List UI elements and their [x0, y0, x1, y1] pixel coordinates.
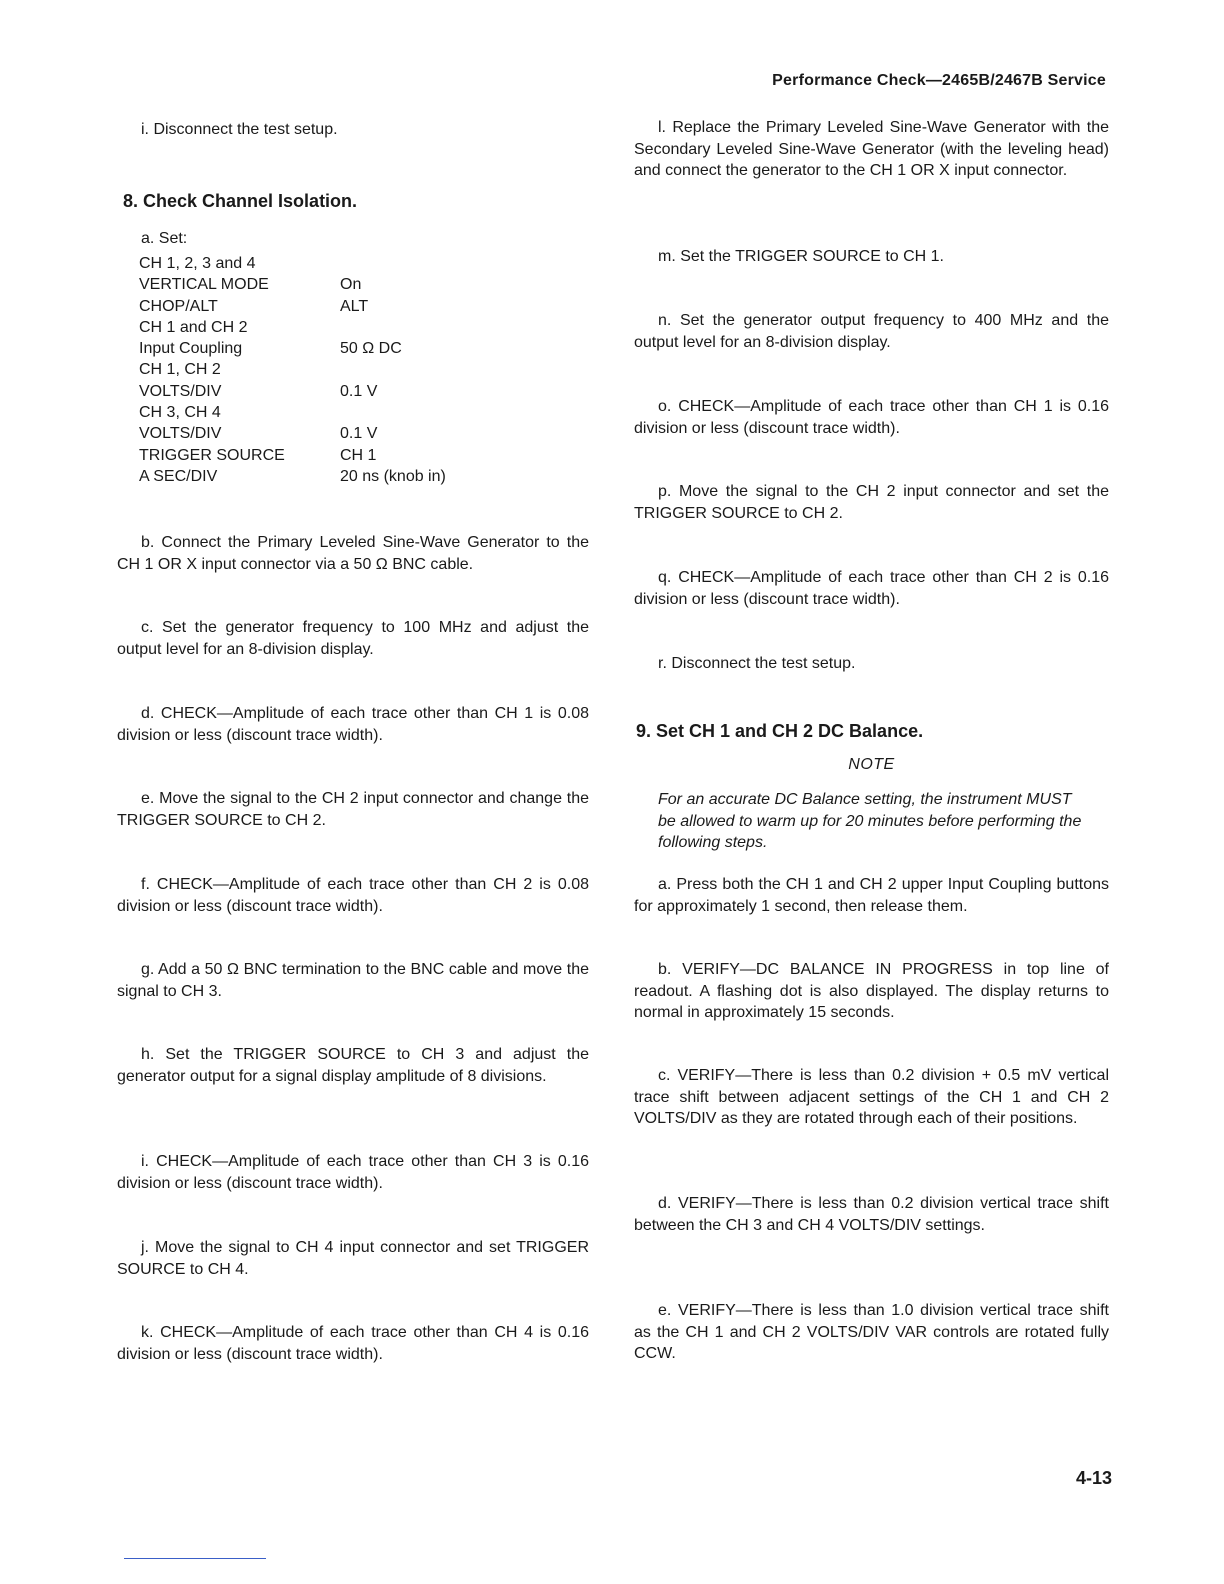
step-l: l. Replace the Primary Leveled Sine-Wave Generator with the Secondary Leveled Sine-Wave Generator (with the leveling head) and connect the generator to the CH 1 OR X input connector. — [634, 119, 1109, 179]
step-q: q. CHECK—Amplitude of each trace other than CH 2 is 0.16 division or less (discount trace width). — [634, 569, 1109, 608]
setting-control-name: VOLTS/DIV — [139, 425, 222, 443]
step-a-set: a. Set: — [141, 230, 188, 247]
setting-control-name: CH 3, CH 4 — [139, 404, 221, 422]
setting-value: 20 ns (knob in) — [340, 467, 446, 485]
settings-table — [139, 253, 446, 487]
step-e: e. Move the signal to the CH 2 input connector and change the TRIGGER SOURCE to CH 2. — [117, 790, 589, 829]
page-number: 4-13 — [1075, 1468, 1112, 1488]
settings-row — [139, 445, 446, 466]
footer-rule — [124, 1558, 266, 1559]
settings-row — [139, 402, 446, 423]
setting-control-name: CH 1, 2, 3 and 4 — [139, 255, 256, 272]
step-9d: d. VERIFY—There is less than 0.2 division vertical trace shift between the CH 3 and CH 4 VOLTS/DIV settings. — [634, 1195, 1109, 1234]
step-i: i. CHECK—Amplitude of each trace other than CH 3 is 0.16 division or less (discount trace width). — [117, 1153, 589, 1192]
settings-row — [139, 274, 446, 295]
settings-row — [139, 317, 446, 338]
settings-row — [139, 466, 446, 487]
step-9a: a. Press both the CH 1 and CH 2 upper Input Coupling buttons for approximately 1 second, then release them. — [634, 876, 1109, 915]
step-j: j. Move the signal to CH 4 input connector and set TRIGGER SOURCE to CH 4. — [117, 1239, 589, 1278]
step-o: o. CHECK—Amplitude of each trace other than CH 1 is 0.16 division or less (discount trace width). — [634, 398, 1109, 437]
setting-value: 0.1 V — [340, 425, 378, 443]
setting-control-name: VOLTS/DIV — [139, 382, 222, 400]
step-p: p. Move the signal to the CH 2 input connector and set the TRIGGER SOURCE to CH 2. — [634, 483, 1109, 522]
setting-control-name: TRIGGER SOURCE — [139, 446, 285, 464]
settings-row — [139, 381, 446, 402]
setting-value: ALT — [340, 297, 369, 315]
step-9b: b. VERIFY—DC BALANCE IN PROGRESS in top line of readout. A flashing dot is also displayed. The display returns to normal in approximately 15 seconds. — [634, 961, 1109, 1021]
settings-row — [139, 423, 446, 444]
step-r: r. Disconnect the test setup. — [658, 655, 856, 672]
setting-value — [340, 402, 446, 423]
setting-value: 50 Ω DC — [340, 340, 402, 358]
section-8-heading: 8. Check Channel Isolation. — [123, 191, 358, 211]
setting-control-name: Input Coupling — [139, 340, 243, 358]
setting-control-name: VERTICAL MODE — [139, 276, 269, 294]
setting-value — [340, 359, 446, 380]
step-f: f. CHECK—Amplitude of each trace other than CH 2 is 0.08 division or less (discount trace width). — [117, 876, 589, 915]
step-9c: c. VERIFY—There is less than 0.2 division + 0.5 mV vertical trace shift between adjacent settings of the CH 1 and CH 2 VOLTS/DIV as they are rotated through each of their positions. — [634, 1067, 1109, 1127]
settings-row — [139, 253, 446, 274]
setting-control-name: A SEC/DIV — [139, 467, 218, 485]
setting-value — [340, 253, 446, 274]
step-n: n. Set the generator output frequency to 400 MHz and the output level for an 8-division display. — [634, 312, 1109, 351]
step-i-disconnect: i. Disconnect the test setup. — [141, 121, 338, 138]
setting-value: CH 1 — [340, 446, 377, 464]
setting-value — [340, 317, 446, 338]
setting-control-name: CH 1 and CH 2 — [139, 318, 248, 336]
step-b: b. Connect the Primary Leveled Sine-Wave Generator to the CH 1 OR X input connector via a 50 Ω BNC cable. — [117, 534, 589, 573]
step-k: k. CHECK—Amplitude of each trace other than CH 4 is 0.16 division or less (discount trace width). — [117, 1324, 589, 1363]
step-m: m. Set the TRIGGER SOURCE to CH 1. — [658, 248, 944, 265]
running-header: Performance Check—2465B/2467B Service — [772, 72, 1106, 89]
setting-value: 0.1 V — [340, 382, 378, 400]
settings-row — [139, 296, 446, 317]
settings-row — [139, 359, 446, 380]
step-9e: e. VERIFY—There is less than 1.0 division vertical trace shift as the CH 1 and CH 2 VOLTS/DIV VAR controls are rotated fully CCW. — [634, 1302, 1109, 1362]
step-g: g. Add a 50 Ω BNC termination to the BNC cable and move the signal to CH 3. — [117, 961, 589, 1000]
note-title: NOTE — [848, 756, 895, 773]
settings-row — [139, 338, 446, 359]
section-9-heading: 9. Set CH 1 and CH 2 DC Balance. — [636, 721, 924, 741]
note-body: For an accurate DC Balance setting, the instrument MUST be allowed to warm up for 20 minutes before performing the following steps. — [658, 791, 1082, 851]
step-h: h. Set the TRIGGER SOURCE to CH 3 and adjust the generator output for a signal display amplitude of 8 divisions. — [117, 1046, 589, 1085]
setting-control-name: CHOP/ALT — [139, 297, 218, 315]
setting-control-name: CH 1, CH 2 — [139, 361, 221, 379]
step-c: c. Set the generator frequency to 100 MHz and adjust the output level for an 8-division display. — [117, 619, 589, 658]
setting-value: On — [340, 276, 362, 294]
step-d: d. CHECK—Amplitude of each trace other than CH 1 is 0.08 division or less (discount trace width). — [117, 705, 589, 744]
